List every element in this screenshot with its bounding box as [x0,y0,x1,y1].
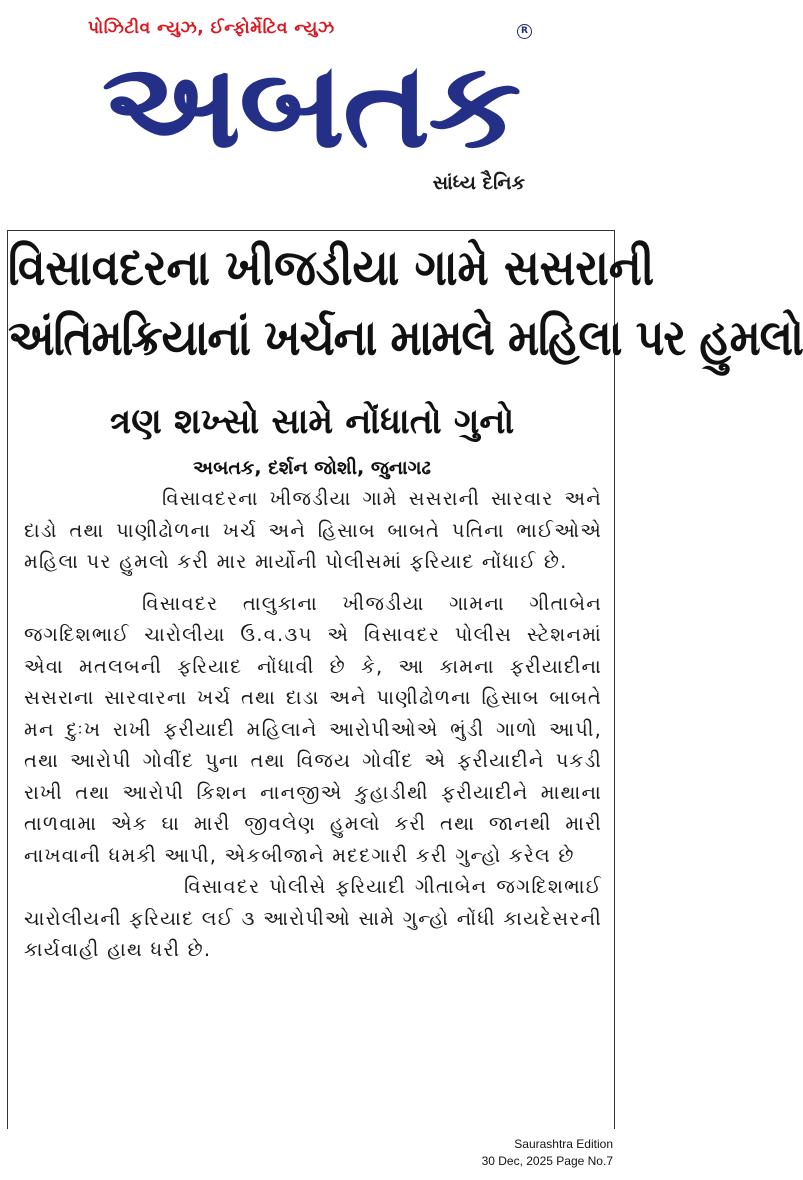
registered-mark-icon: R [517,24,532,39]
article [7,230,803,1129]
byline: અબતક, દર્શન જોશી, જુનાગઢ [193,457,431,479]
logo-text: અબતક [101,36,520,174]
headline-line-1: વિસાવદરના ખીજડીયા ગામે સસરાની [8,239,655,297]
newspaper-logo [88,36,533,174]
masthead [0,0,622,215]
masthead-tagline: પોઝિટીવ ન્યુઝ, ઈન્ફોર્મેટિવ ન્યુઝ [88,18,335,38]
masthead-subtitle: સાંધ્ય દૈનિક [432,172,525,194]
page-footer [482,1136,613,1170]
date-page-label: 30 Dec, 2025 Page No.7 [481,1154,613,1168]
headline-line-2: અંતિમક્રિયાનાં ખર્ચના મામલે મહિલા પર હુમલો [8,309,803,367]
subheadline: ત્રણ શખ્સો સામે નોંધાતો ગુનો [109,402,515,442]
paragraph-1: વિસાવદરના ખીજડીયા ગામે સસરાની સારવાર અને દાડો તથા પાણીઢોળના ખર્ચ અને હિસાબ બાબતે પતિના ભાઈઓએ મહિલા પર હુમલો કરી માર માર્યોની પોલીસમાં ફરિયાદ નોંધાઈ છે. [24,487,602,573]
edition-label: Saurashtra Edition [514,1137,613,1151]
paragraph-2: વિસાવદર તાલુકાના ખીજડીયા ગામના ગીતાબેન જગદિશભાઈ ચારોલીયા ઉ.વ.૩૫ એ વિસાવદર પોલીસ સ્ટેશનમાં એવા મતલબની ફરિયાદ નોંધાવી છે કે, આ કામના ફરીયાદીના સસરાના સારવારના ખર્ચ તથા દાડા અને પાણીઢોળના હિસાબ બાબતે મન દુઃખ રાખી ફરીયાદી મહિલાને આરોપીઓએ ભુંડી ગાળો આપી, તથા આરોપી ગોવીંદ પુના તથા વિજય ગોવીંદ એ ફરીયાદીને પકડી રાખી તથા આરોપી કિશન નાનજીએ કુહાડીથી ફરીયાદીને માથાના તાળવામા એક ઘા મારી જીવલેણ હુમલો કરી તથા જાનથી મારી નાખવાની ધમકી આપી, એકબીજાને મદદગારી કરી ગુન્હો કરેલ છે [24,591,602,867]
article-body [24,483,602,966]
paragraph-3: વિસાવદર પોલીસે ફરિયાદી ગીતાબેન જગદિશભાઈ ચારોલીયની ફરિયાદ લઈ ૩ આરોપીઓ સામે ગુન્હો નોંધી કાયદેસરની કાર્યવાહી હાથ ધરી છે. [24,875,602,961]
